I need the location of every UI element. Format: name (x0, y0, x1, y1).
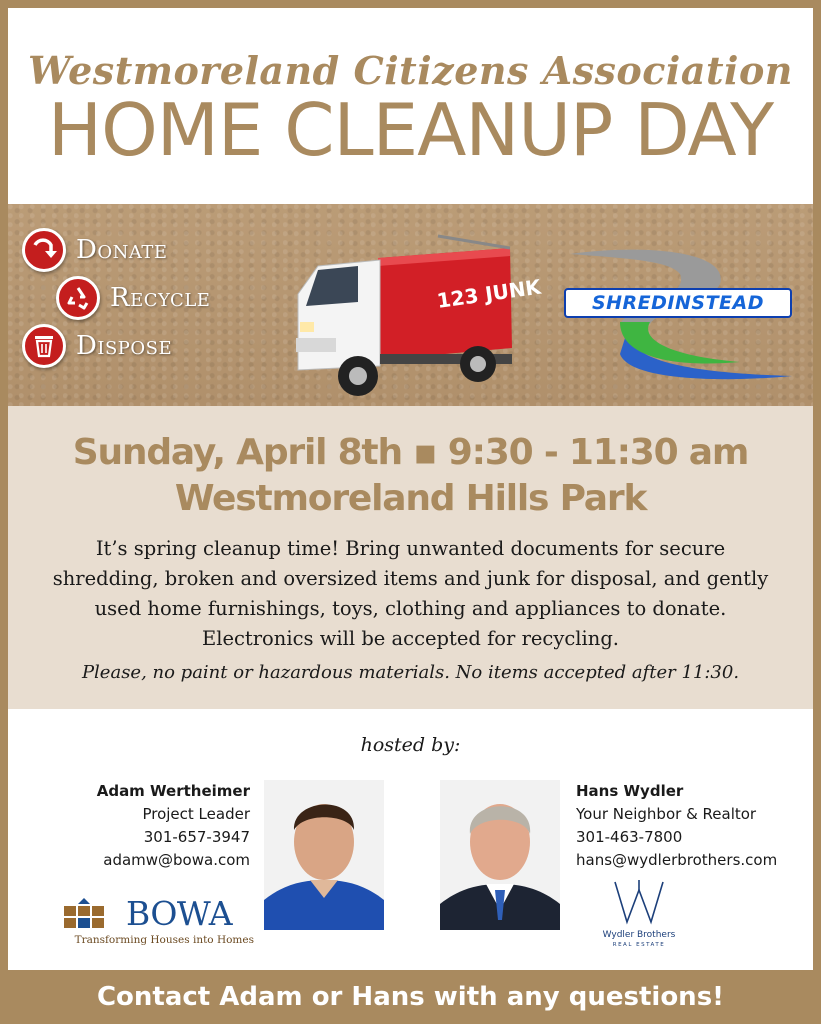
wydler-w-icon (611, 878, 667, 926)
host-email[interactable]: hans@wydlerbrothers.com (576, 851, 778, 869)
bowa-tagline: Transforming Houses into Homes (74, 934, 254, 946)
bowa-wordmark: BOWA (126, 894, 233, 933)
services-banner (8, 204, 813, 406)
bowa-house-icon (64, 896, 114, 932)
host-role: Your Neighbor & Realtor (576, 805, 757, 823)
action-recycle (56, 276, 210, 320)
host-card-hans (576, 780, 808, 872)
event-title: HOME CLEANUP DAY (47, 88, 774, 172)
wydler-subtitle: REAL ESTATE (612, 942, 666, 948)
trash-can-icon (22, 324, 66, 368)
hosted-by-label: hosted by: (360, 734, 461, 756)
recycle-icon (56, 276, 100, 320)
event-note: Please, no paint or hazardous materials. No items accepted after 11:30. (81, 662, 740, 683)
action-label: Dispose (76, 331, 173, 361)
host-role: Project Leader (142, 805, 250, 823)
host-photo-hans (440, 780, 560, 930)
junk-truck-image (288, 230, 543, 400)
action-dispose (22, 324, 172, 368)
arrow-down-icon (22, 228, 66, 272)
host-email[interactable]: adamw@bowa.com (103, 851, 250, 869)
truck-logo-text: 123 JUNK (435, 274, 543, 313)
host-phone: 301-657-3947 (143, 828, 250, 846)
shredinstead-logo-text: SHREDINSTEAD (564, 288, 792, 318)
action-donate (22, 228, 168, 272)
flyer-body (8, 8, 813, 970)
action-label: Recycle (110, 283, 211, 313)
header (8, 8, 813, 204)
event-date-time: Sunday, April 8th ▪ 9:30 - 11:30 am (72, 432, 749, 473)
host-name: Hans Wydler (576, 782, 684, 800)
bowa-logo (64, 890, 254, 952)
event-location: Westmoreland Hills Park (174, 478, 647, 519)
host-photo-adam (264, 780, 384, 930)
association-name: Westmoreland Citizens Association (28, 48, 793, 93)
action-label: Donate (76, 235, 168, 265)
wydler-brothers-logo (584, 878, 694, 954)
host-phone: 301-463-7800 (576, 828, 683, 846)
wydler-wordmark: Wydler Brothers (602, 930, 676, 940)
event-details (8, 406, 813, 709)
host-name: Adam Wertheimer (96, 782, 250, 800)
contact-footer: Contact Adam or Hans with any questions! (96, 982, 725, 1012)
event-description: It’s spring cleanup time! Bring unwanted documents for secure shredding, broken and oversized items and junk for disposal, and gently used home furnishings, toys, clothing and appliances to donate. Electronics will be accepted for recycling. (52, 537, 769, 650)
host-card-adam (68, 780, 250, 872)
